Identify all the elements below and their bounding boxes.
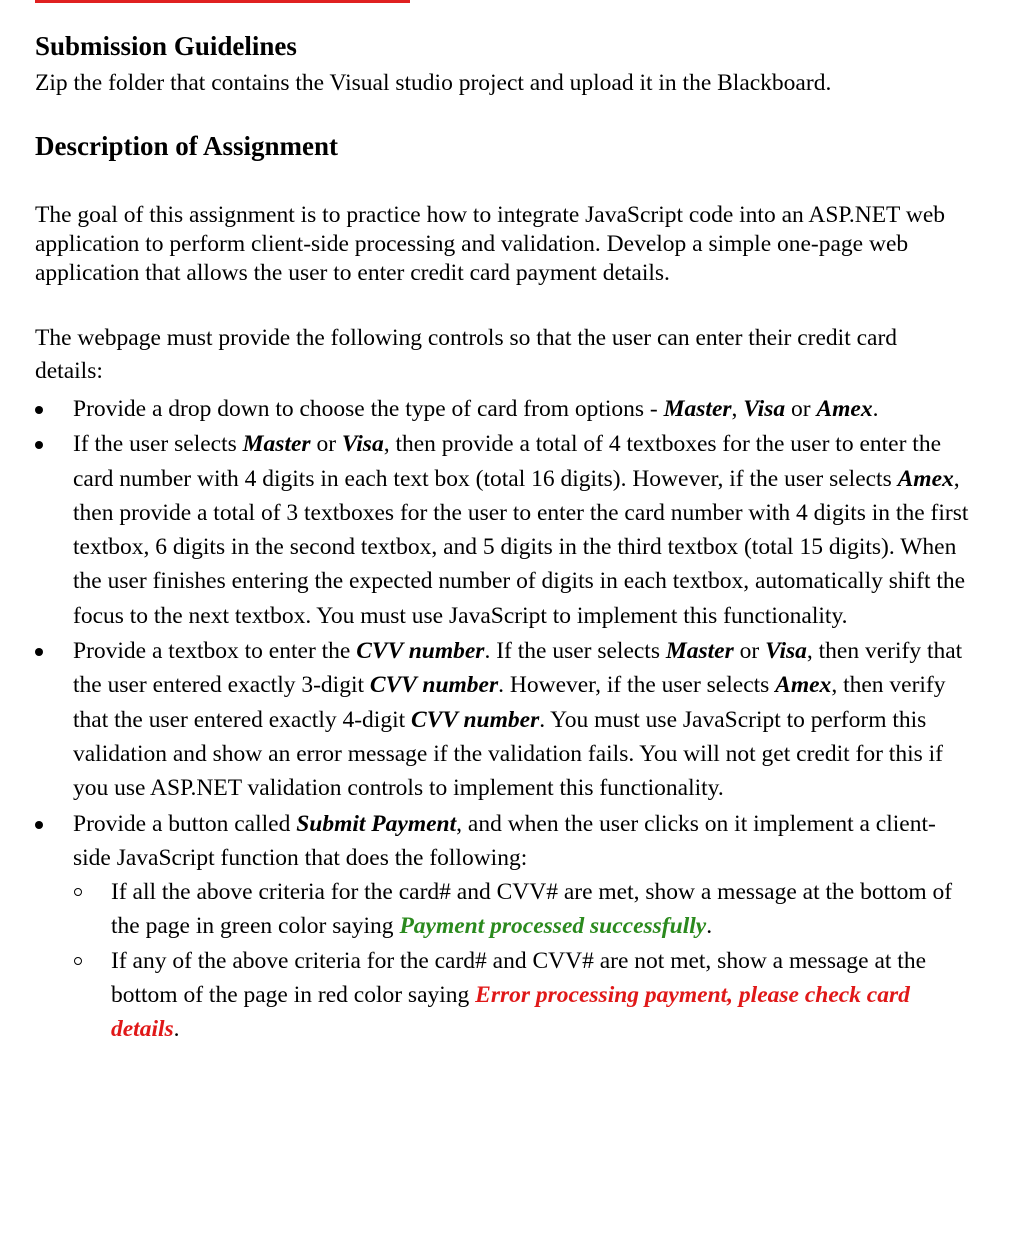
controls-intro-paragraph: The webpage must provide the following controls so that the user can enter their credit card details:: [35, 325, 898, 384]
term-amex: Amex: [816, 396, 873, 422]
requirement-dropdown: [35, 392, 970, 426]
bullet-icon: [35, 648, 43, 656]
text: , then provide a total of 4 textboxes for the user to enter the card number with 4 digits in each text box (total 16 digits). However, if the user selects: [73, 431, 942, 492]
bullet-icon: [35, 821, 43, 829]
bullet-icon: [35, 441, 43, 449]
submission-guidelines-heading: Submission Guidelines: [35, 31, 297, 61]
requirements-list: [35, 392, 970, 1047]
text: If the user selects: [73, 431, 243, 458]
term-cvv-number: CVV number: [411, 706, 540, 733]
text: . You must use JavaScript to perform this validation and show an error message if the validation fails. You will not get credit for this if you use ASP.NET validation controls to implement this functionality.: [73, 706, 943, 802]
document-body: [35, 28, 970, 1048]
text: , and when the user clicks on it implement a client-side JavaScript function that does the following:: [73, 810, 936, 871]
bullet-icon: [35, 406, 43, 414]
text: or: [733, 638, 766, 665]
error-message: Error processing payment, please check card details: [111, 982, 910, 1043]
text: or: [785, 396, 817, 422]
term-amex: Amex: [775, 672, 832, 699]
text: .: [706, 913, 713, 940]
sub-item-error: [73, 944, 970, 1047]
text: , then verify that the user entered exactly 3-digit: [73, 638, 963, 699]
text: ,: [731, 396, 744, 422]
text: . However, if the user selects: [498, 672, 776, 699]
requirement-card-number: [35, 427, 970, 633]
success-message: Payment processed successfully: [399, 913, 707, 940]
circle-bullet-icon: [74, 888, 82, 896]
term-master: Master: [663, 396, 732, 422]
top-rule-divider: [35, 0, 410, 3]
term-visa: Visa: [765, 638, 807, 665]
text: Provide a drop down to choose the type of card from options -: [73, 396, 664, 422]
text: .: [872, 396, 879, 422]
requirement-cvv: [35, 634, 970, 805]
term-cvv-number: CVV number: [369, 672, 499, 699]
term-amex: Amex: [897, 465, 954, 492]
submission-guidelines-text: Zip the folder that contains the Visual studio project and upload it in the Blackboard.: [35, 70, 832, 96]
term-visa: Visa: [341, 431, 384, 458]
text: or: [310, 431, 342, 458]
text: . If the user selects: [484, 638, 666, 665]
text: Provide a button called: [73, 810, 297, 837]
term-visa: Visa: [743, 396, 786, 422]
text: .: [173, 1016, 180, 1043]
term-master: Master: [665, 638, 734, 665]
term-master: Master: [242, 431, 311, 458]
term-submit-payment: Submit Payment: [296, 810, 457, 837]
text: If all the above criteria for the card# and CVV# are met, show a message at the bottom of the page in green color saying: [111, 879, 953, 940]
goal-paragraph: The goal of this assignment is to practice how to integrate JavaScript code into an ASP.NET web application to perform client-side processing and validation. Develop a simple one-page web application that allows the user to enter credit card payment details.: [35, 202, 946, 286]
description-heading: Description of Assignment: [35, 131, 338, 161]
sub-item-success: [73, 875, 970, 944]
term-cvv-number: CVV number: [356, 638, 485, 665]
text: If any of the above criteria for the card# and CVV# are not met, show a message at the bottom of the page in red color saying: [111, 947, 927, 1009]
requirement-submit-button: [35, 807, 970, 1047]
text: , then provide a total of 3 textboxes for the user to enter the card number with 4 digits in the first textbox, 6 digits in the second textbox, and 5 digits in the third textbox (total 15 digits). When the user finishes entering the expected number of digits in each textbox, automatically shift the focus to the next textbox. You must use JavaScript to implement this functionality.: [73, 465, 969, 629]
text: Provide a textbox to enter the: [73, 638, 357, 665]
submit-behavior-list: [73, 875, 970, 1046]
circle-bullet-icon: [74, 957, 82, 965]
text: , then verify that the user entered exactly 4-digit: [73, 672, 946, 733]
